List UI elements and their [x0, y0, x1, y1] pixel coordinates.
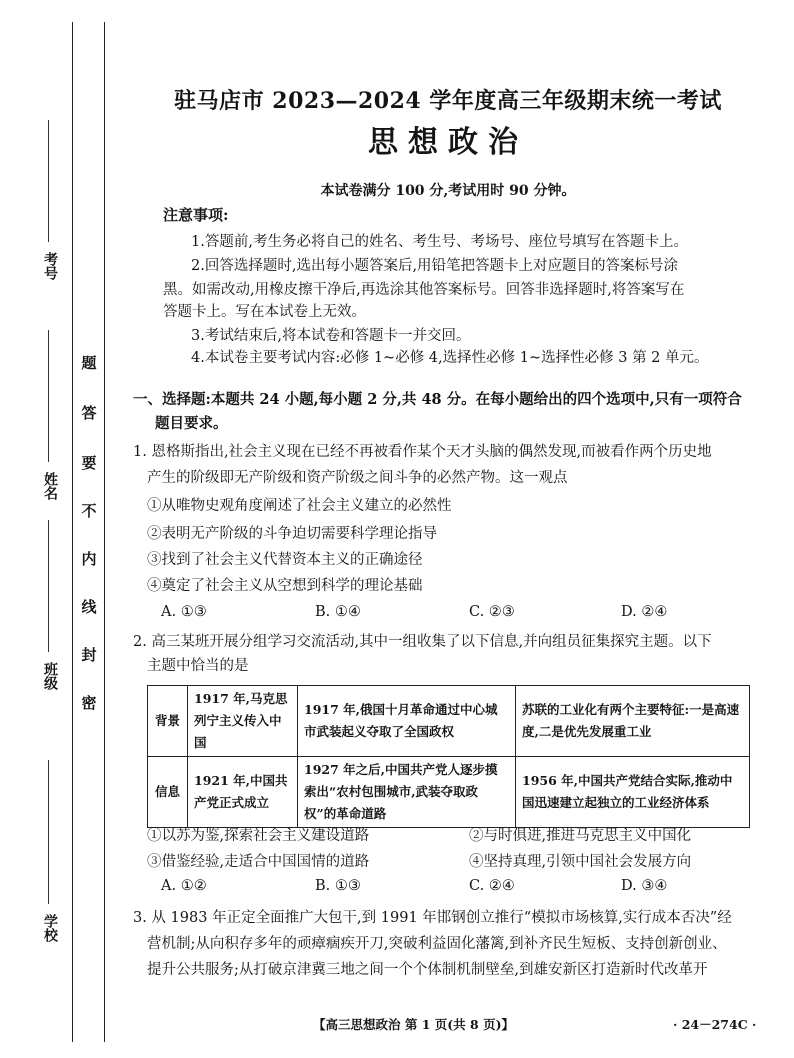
- q3-stem: 3. 从 1983 年正定全面推广大包干,到 1991 年邯钢创立推行“模拟市场核算,实行成本否决”经: [133, 910, 732, 926]
- table-row: [148, 757, 750, 828]
- q1-statement-1: ①从唯物史观角度阐述了社会主义建立的必然性: [147, 498, 452, 514]
- table-row: [148, 686, 750, 757]
- seal-char: 答: [81, 404, 97, 422]
- q2-option-c[interactable]: C. ②④: [469, 878, 515, 894]
- label-name: 姓名: [42, 472, 58, 500]
- note-3: 3.考试结束后,将本试卷和答题卡一并交回。: [191, 328, 471, 344]
- subject-title: 思想政治: [368, 125, 528, 160]
- q1-option-b[interactable]: B. ①④: [315, 604, 361, 620]
- q1-statement-3: ③找到了社会主义代替资本主义的正确途径: [147, 552, 423, 568]
- school-field[interactable]: [48, 760, 49, 904]
- q2-option-d[interactable]: D. ③④: [621, 878, 668, 894]
- section-heading-cont: 题目要求。: [155, 415, 228, 432]
- label-class: 班级: [42, 662, 58, 690]
- note-1: 1.答题前,考生务必将自己的姓名、考生号、考场号、座位号填写在答题卡上。: [191, 234, 688, 250]
- exam-number-field[interactable]: [48, 120, 49, 242]
- margin-line-inner: [104, 22, 105, 1042]
- class-field[interactable]: [48, 520, 49, 652]
- table-header-info: 信息: [148, 757, 188, 828]
- seal-char: 密: [81, 694, 97, 712]
- binding-margin: [0, 0, 112, 1058]
- q2-option-a[interactable]: A. ①②: [161, 878, 207, 894]
- table-cell: 1917 年,俄国十月革命通过中心城市武装起义夺取了全国政权: [298, 686, 516, 757]
- table-cell: 苏联的工业化有两个主要特征:一是高速度,二是优先发展重工业: [516, 686, 750, 757]
- table-cell: 1956 年,中国共产党结合实际,推动中国迅速建立起独立的工业经济体系: [516, 757, 750, 828]
- table-header-background: 背景: [148, 686, 188, 757]
- note-4: 4.本试卷主要考试内容:必修 1~必修 4,选择性必修 1~选择性必修 3 第 2 单元。: [191, 350, 709, 366]
- name-field[interactable]: [48, 330, 49, 462]
- q1-stem-cont: 产生的阶级即无产阶级和资产阶级之间斗争的必然产物。这一观点: [147, 470, 568, 486]
- seal-char: 线: [81, 598, 97, 616]
- q2-options: [161, 878, 751, 900]
- seal-char: 题: [81, 354, 97, 372]
- q2-option-b[interactable]: B. ①③: [315, 878, 361, 894]
- table-cell: 1921 年,中国共产党正式成立: [188, 757, 298, 828]
- q1-statement-4: ④奠定了社会主义从空想到科学的理论基础: [147, 578, 423, 594]
- q2-statement-4: ④坚持真理,引领中国社会发展方向: [469, 854, 692, 870]
- q2-statement-1: ①以苏为鉴,探索社会主义建设道路: [147, 828, 370, 844]
- q2-stem-cont: 主题中恰当的是: [147, 658, 249, 674]
- exam-title: 驻马店市 2023—2024 学年度高三年级期末统一考试: [174, 88, 722, 114]
- paper-code: · 24－274C ·: [673, 1017, 757, 1032]
- seal-char: 内: [81, 550, 97, 568]
- q1-options: [161, 604, 751, 626]
- note-2-cont: 答题卡上。写在本试卷上无效。: [163, 304, 366, 320]
- info-table: [147, 685, 750, 828]
- q2-statement-3: ③借鉴经验,走适合中国国情的道路: [147, 854, 370, 870]
- seal-char: 不: [81, 502, 97, 520]
- seal-char: 要: [81, 454, 97, 472]
- exam-info: 本试卷满分 100 分,考试用时 90 分钟。: [320, 183, 576, 199]
- label-exam-number: 考号: [42, 252, 58, 280]
- q1-statement-2: ②表明无产阶级的斗争迫切需要科学理论指导: [147, 526, 437, 542]
- table-cell: 1917 年,马克思列宁主义传入中国: [188, 686, 298, 757]
- q2-statement-2: ②与时俱进,推进马克思主义中国化: [469, 828, 692, 844]
- seal-char: 封: [81, 646, 97, 664]
- margin-line-outer: [72, 22, 73, 1042]
- page-footer: 【高三思想政治 第 1 页(共 8 页)】: [313, 1017, 514, 1032]
- notes-heading: 注意事项:: [163, 206, 229, 224]
- q1-option-c[interactable]: C. ②③: [469, 604, 515, 620]
- note-2-cont: 黑。如需改动,用橡皮擦干净后,再选涂其他答案标号。回答非选择题时,将答案写在: [163, 282, 685, 298]
- q1-option-a[interactable]: A. ①③: [161, 604, 207, 620]
- note-2: 2.回答选择题时,选出每小题答案后,用铅笔把答题卡上对应题目的答案标号涂: [191, 258, 679, 274]
- section-heading: 一、选择题:本题共 24 小题,每小题 2 分,共 48 分。在每小题给出的四个选项中,只有一项符合: [133, 391, 742, 408]
- q1-option-d[interactable]: D. ②④: [621, 604, 668, 620]
- q1-stem: 1. 恩格斯指出,社会主义现在已经不再被看作某个天才头脑的偶然发现,而被看作两个历史地: [133, 444, 712, 460]
- q3-stem-cont: 提升公共服务;从打破京津冀三地之间一个个体制机制壁垒,到雄安新区打造新时代改革开: [147, 962, 708, 978]
- table-cell: 1927 年之后,中国共产党人逐步摸索出“农村包围城市,武装夺取政权”的革命道路: [298, 757, 516, 828]
- q3-stem-cont: 营机制;从向积存多年的顽瘴痼疾开刀,突破利益固化藩篱,到补齐民生短板、支持创新创业、: [147, 936, 727, 952]
- label-school: 学校: [42, 914, 58, 942]
- q2-stem: 2. 高三某班开展分组学习交流活动,其中一组收集了以下信息,并向组员征集探究主题。以下: [133, 634, 712, 650]
